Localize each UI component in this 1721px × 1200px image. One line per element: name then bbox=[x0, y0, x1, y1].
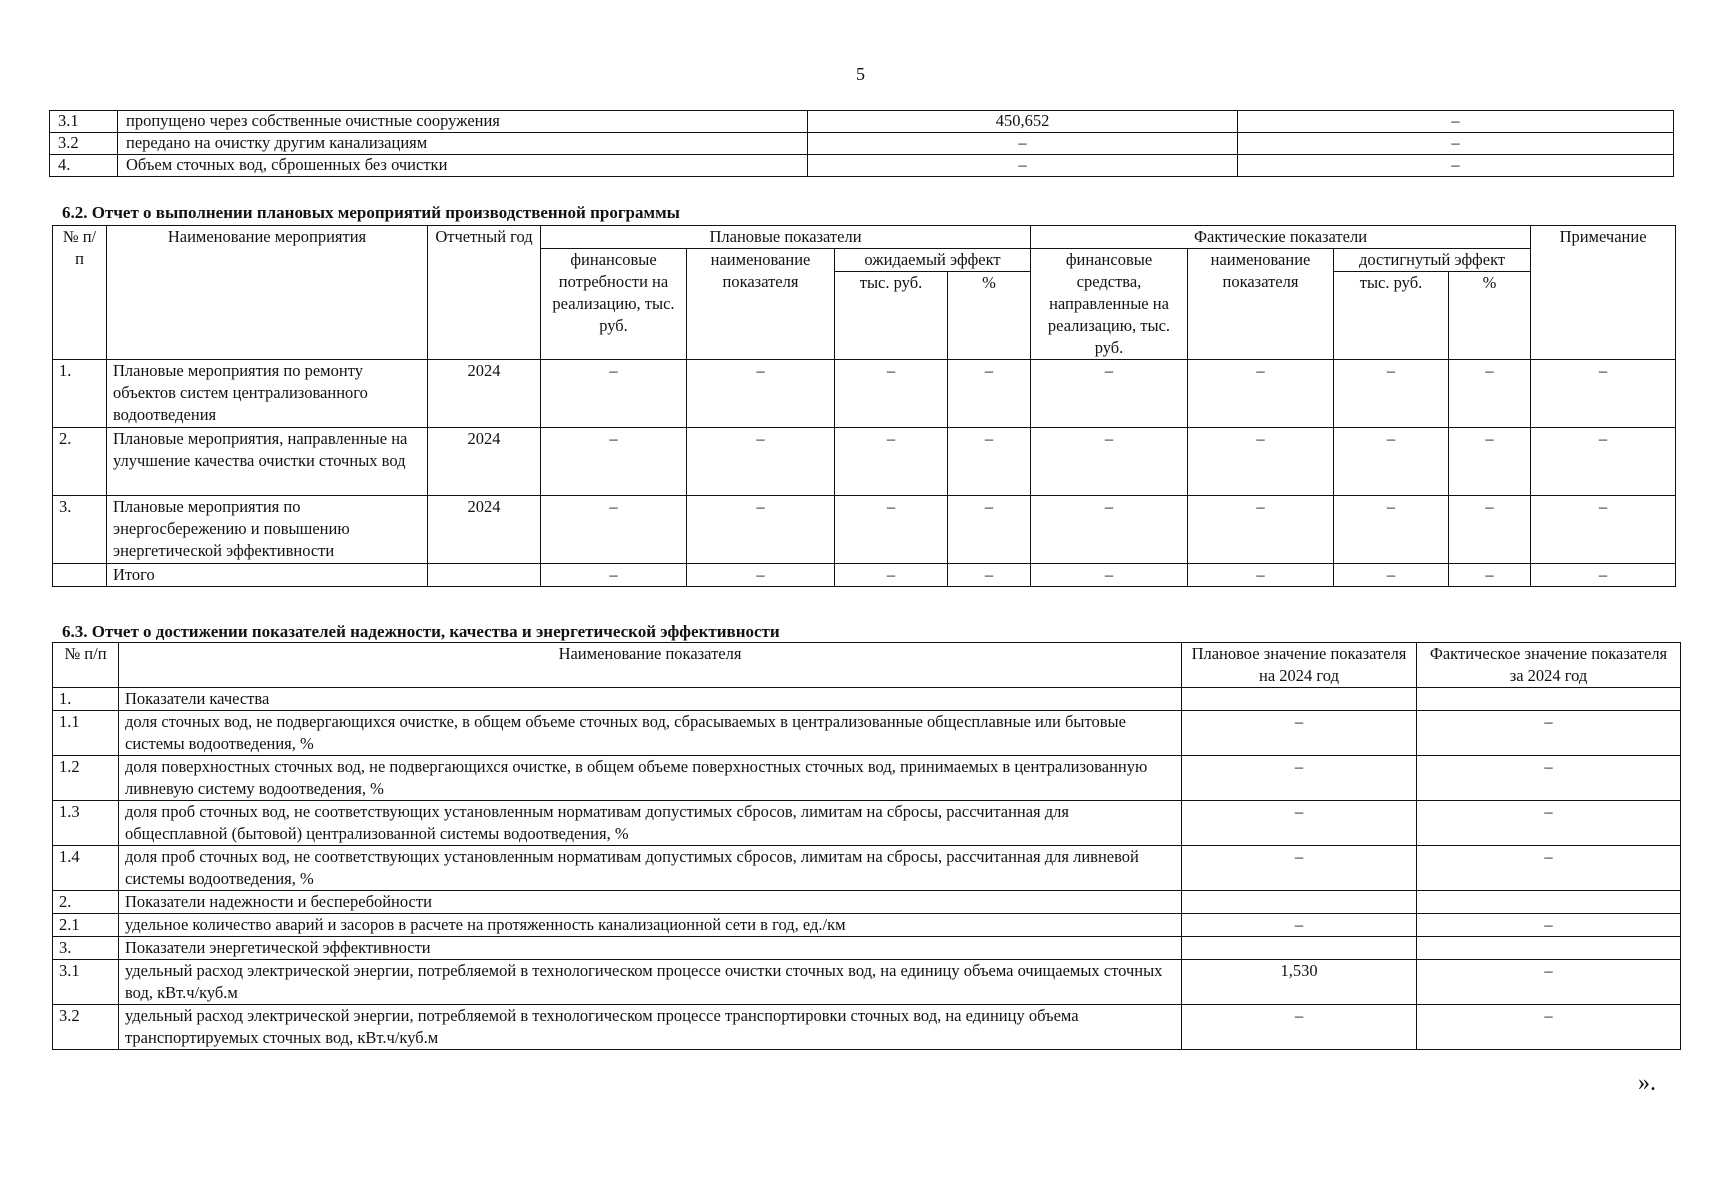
cell-value: – bbox=[948, 360, 1031, 428]
row-number: 3.1 bbox=[53, 960, 119, 1005]
row-name: Показатели надежности и бесперебойности bbox=[119, 891, 1182, 914]
plan-value: – bbox=[1182, 801, 1417, 846]
row-number: 1.3 bbox=[53, 801, 119, 846]
table-row bbox=[50, 133, 1674, 155]
row-value: – bbox=[1238, 133, 1674, 155]
cell-value: – bbox=[687, 496, 835, 564]
row-name: доля проб сточных вод, не соответствующих установленным нормативам допустимых сбросов, лимитам на сбросы, рассчитанная для ливневой системы водоотведения, % bbox=[119, 846, 1182, 891]
fact-value: – bbox=[1417, 846, 1681, 891]
cell-value: – bbox=[835, 496, 948, 564]
cell-value: – bbox=[541, 496, 687, 564]
table-row bbox=[53, 914, 1681, 937]
cell-value: – bbox=[1188, 428, 1334, 496]
plan-value: – bbox=[1182, 711, 1417, 756]
row-number: 2.1 bbox=[53, 914, 119, 937]
header-year: Отчетный год bbox=[428, 226, 541, 360]
row-name: Плановые мероприятия, направленные на улучшение качества очистки сточных вод bbox=[107, 428, 428, 496]
cell-value: – bbox=[835, 360, 948, 428]
plan-value bbox=[1182, 688, 1417, 711]
row-name: удельный расход электрической энергии, потребляемой в технологическом процессе очистки сточных вод, на единицу объема очищаемых сточных вод, кВт.ч/куб.м bbox=[119, 960, 1182, 1005]
table-row bbox=[53, 711, 1681, 756]
cell-value: – bbox=[1449, 360, 1531, 428]
total-label: Итого bbox=[107, 564, 428, 587]
row-name: доля поверхностных сточных вод, не подвергающихся очистке, в общем объеме поверхностных сточных вод, принимаемых в централизованную ливневую систему водоотведения, % bbox=[119, 756, 1182, 801]
row-number: 2. bbox=[53, 428, 107, 496]
row-number bbox=[53, 564, 107, 587]
row-year: 2024 bbox=[428, 496, 541, 564]
row-number: 3. bbox=[53, 496, 107, 564]
plan-value: – bbox=[1182, 914, 1417, 937]
table-row bbox=[53, 496, 1676, 564]
row-number: 1.2 bbox=[53, 756, 119, 801]
table-row bbox=[53, 360, 1676, 428]
cell-value: – bbox=[835, 564, 948, 587]
row-name: Показатели энергетической эффективности bbox=[119, 937, 1182, 960]
row-value: – bbox=[1238, 111, 1674, 133]
cell-value: – bbox=[1031, 496, 1188, 564]
fact-value: – bbox=[1417, 960, 1681, 1005]
row-number: 3.1 bbox=[50, 111, 118, 133]
cell-value: – bbox=[1188, 564, 1334, 587]
header-plan-indicator: наименование показателя bbox=[687, 249, 835, 360]
fact-value: – bbox=[1417, 711, 1681, 756]
row-year: 2024 bbox=[428, 428, 541, 496]
section-title-6-2: 6.2. Отчет о выполнении плановых мероприятий производственной программы bbox=[62, 203, 680, 222]
row-number: 4. bbox=[50, 155, 118, 177]
row-name: Плановые мероприятия по ремонту объектов систем централизованного водоотведения bbox=[107, 360, 428, 428]
indicators-table bbox=[52, 642, 1681, 1050]
table-row bbox=[53, 846, 1681, 891]
header-name: Наименование показателя bbox=[119, 643, 1182, 688]
cell-value: – bbox=[835, 428, 948, 496]
row-number: 3.2 bbox=[53, 1005, 119, 1050]
table-row bbox=[53, 1005, 1681, 1050]
header-fact: Фактические показатели bbox=[1031, 226, 1531, 249]
table-row bbox=[53, 937, 1681, 960]
cell-value: – bbox=[541, 360, 687, 428]
cell-value: – bbox=[948, 564, 1031, 587]
header-plan-effect: ожидаемый эффект bbox=[835, 249, 1031, 272]
cell-value: – bbox=[1031, 428, 1188, 496]
table-row bbox=[53, 960, 1681, 1005]
row-number: 1.1 bbox=[53, 711, 119, 756]
plan-value: – bbox=[1182, 756, 1417, 801]
row-name: удельный расход электрической энергии, потребляемой в технологическом процессе транспортировки сточных вод, на единицу объема транспортируемых сточных вод, кВт.ч/куб.м bbox=[119, 1005, 1182, 1050]
cell-value: – bbox=[1334, 496, 1449, 564]
cell-value: – bbox=[1334, 428, 1449, 496]
fact-value: – bbox=[1417, 914, 1681, 937]
row-number: 1.4 bbox=[53, 846, 119, 891]
table-row bbox=[53, 428, 1676, 496]
cell-value: – bbox=[687, 428, 835, 496]
row-value: – bbox=[808, 133, 1238, 155]
fact-value: – bbox=[1417, 1005, 1681, 1050]
row-name: Показатели качества bbox=[119, 688, 1182, 711]
header-plan-finance: финансовые потребности на реализацию, тыс. руб. bbox=[541, 249, 687, 360]
header-row bbox=[53, 643, 1681, 688]
header-fact-pct: % bbox=[1449, 272, 1531, 360]
cell-value: – bbox=[1031, 564, 1188, 587]
header-num: № п/п bbox=[53, 226, 107, 360]
row-number: 1. bbox=[53, 688, 119, 711]
cell-value: – bbox=[1031, 360, 1188, 428]
plan-value bbox=[1182, 891, 1417, 914]
header-plan-rub: тыс. руб. bbox=[835, 272, 948, 360]
header-plan-pct: % bbox=[948, 272, 1031, 360]
header-fact-indicator: наименование показателя bbox=[1188, 249, 1334, 360]
sewage-volume-table bbox=[49, 110, 1674, 177]
header-note: Примечание bbox=[1531, 226, 1676, 360]
header-fact-finance: финансовые средства, направленные на реализацию, тыс. руб. bbox=[1031, 249, 1188, 360]
section-title-6-3: 6.3. Отчет о достижении показателей надежности, качества и энергетической эффективности bbox=[62, 622, 780, 641]
header-name: Наименование мероприятия bbox=[107, 226, 428, 360]
row-number: 3. bbox=[53, 937, 119, 960]
plan-value bbox=[1182, 937, 1417, 960]
header-row bbox=[53, 226, 1676, 249]
planned-activities-table bbox=[52, 225, 1676, 587]
cell-value: – bbox=[1531, 496, 1676, 564]
cell-value: – bbox=[1449, 496, 1531, 564]
cell-value: – bbox=[541, 564, 687, 587]
table-row bbox=[53, 801, 1681, 846]
page-number: 5 bbox=[856, 64, 865, 84]
fact-value bbox=[1417, 937, 1681, 960]
closing-quote-mark: ». bbox=[1638, 1070, 1656, 1096]
row-name: пропущено через собственные очистные сооружения bbox=[118, 111, 808, 133]
cell-value: – bbox=[948, 428, 1031, 496]
header-plan: Плановое значение показателя на 2024 год bbox=[1182, 643, 1417, 688]
fact-value bbox=[1417, 688, 1681, 711]
header-num: № п/п bbox=[53, 643, 119, 688]
plan-value: – bbox=[1182, 1005, 1417, 1050]
header-fact-effect: достигнутый эффект bbox=[1334, 249, 1531, 272]
row-value: – bbox=[808, 155, 1238, 177]
row-number: 1. bbox=[53, 360, 107, 428]
table-row bbox=[53, 891, 1681, 914]
cell-value: – bbox=[1531, 360, 1676, 428]
total-row bbox=[53, 564, 1676, 587]
table-row bbox=[53, 756, 1681, 801]
cell-value: – bbox=[1531, 564, 1676, 587]
cell-value: – bbox=[1334, 564, 1449, 587]
row-value: 450,652 bbox=[808, 111, 1238, 133]
cell-value: – bbox=[687, 564, 835, 587]
fact-value: – bbox=[1417, 801, 1681, 846]
row-name: удельное количество аварий и засоров в расчете на протяженность канализационной сети в год, ед./км bbox=[119, 914, 1182, 937]
header-fact-rub: тыс. руб. bbox=[1334, 272, 1449, 360]
row-name: доля проб сточных вод, не соответствующих установленным нормативам допустимых сбросов, лимитам на сбросы, рассчитанная для общесплавной (бытовой) централизованной системы водоотведения, % bbox=[119, 801, 1182, 846]
table-row bbox=[50, 155, 1674, 177]
table-row bbox=[53, 688, 1681, 711]
row-number: 2. bbox=[53, 891, 119, 914]
cell-value: – bbox=[1449, 564, 1531, 587]
cell-value: – bbox=[541, 428, 687, 496]
cell-value: – bbox=[687, 360, 835, 428]
row-name: передано на очистку другим канализациям bbox=[118, 133, 808, 155]
row-year: 2024 bbox=[428, 360, 541, 428]
fact-value: – bbox=[1417, 756, 1681, 801]
row-year bbox=[428, 564, 541, 587]
cell-value: – bbox=[1334, 360, 1449, 428]
cell-value: – bbox=[948, 496, 1031, 564]
plan-value: 1,530 bbox=[1182, 960, 1417, 1005]
table-row bbox=[50, 111, 1674, 133]
cell-value: – bbox=[1188, 360, 1334, 428]
row-name: Объем сточных вод, сброшенных без очистки bbox=[118, 155, 808, 177]
row-name: Плановые мероприятия по энергосбережению и повышению энергетической эффективности bbox=[107, 496, 428, 564]
cell-value: – bbox=[1531, 428, 1676, 496]
row-name: доля сточных вод, не подвергающихся очистке, в общем объеме сточных вод, сбрасываемых в централизованные общесплавные или бытовые системы водоотведения, % bbox=[119, 711, 1182, 756]
header-fact: Фактическое значение показателя за 2024 год bbox=[1417, 643, 1681, 688]
cell-value: – bbox=[1188, 496, 1334, 564]
plan-value: – bbox=[1182, 846, 1417, 891]
row-number: 3.2 bbox=[50, 133, 118, 155]
fact-value bbox=[1417, 891, 1681, 914]
cell-value: – bbox=[1449, 428, 1531, 496]
row-value: – bbox=[1238, 155, 1674, 177]
header-plan: Плановые показатели bbox=[541, 226, 1031, 249]
